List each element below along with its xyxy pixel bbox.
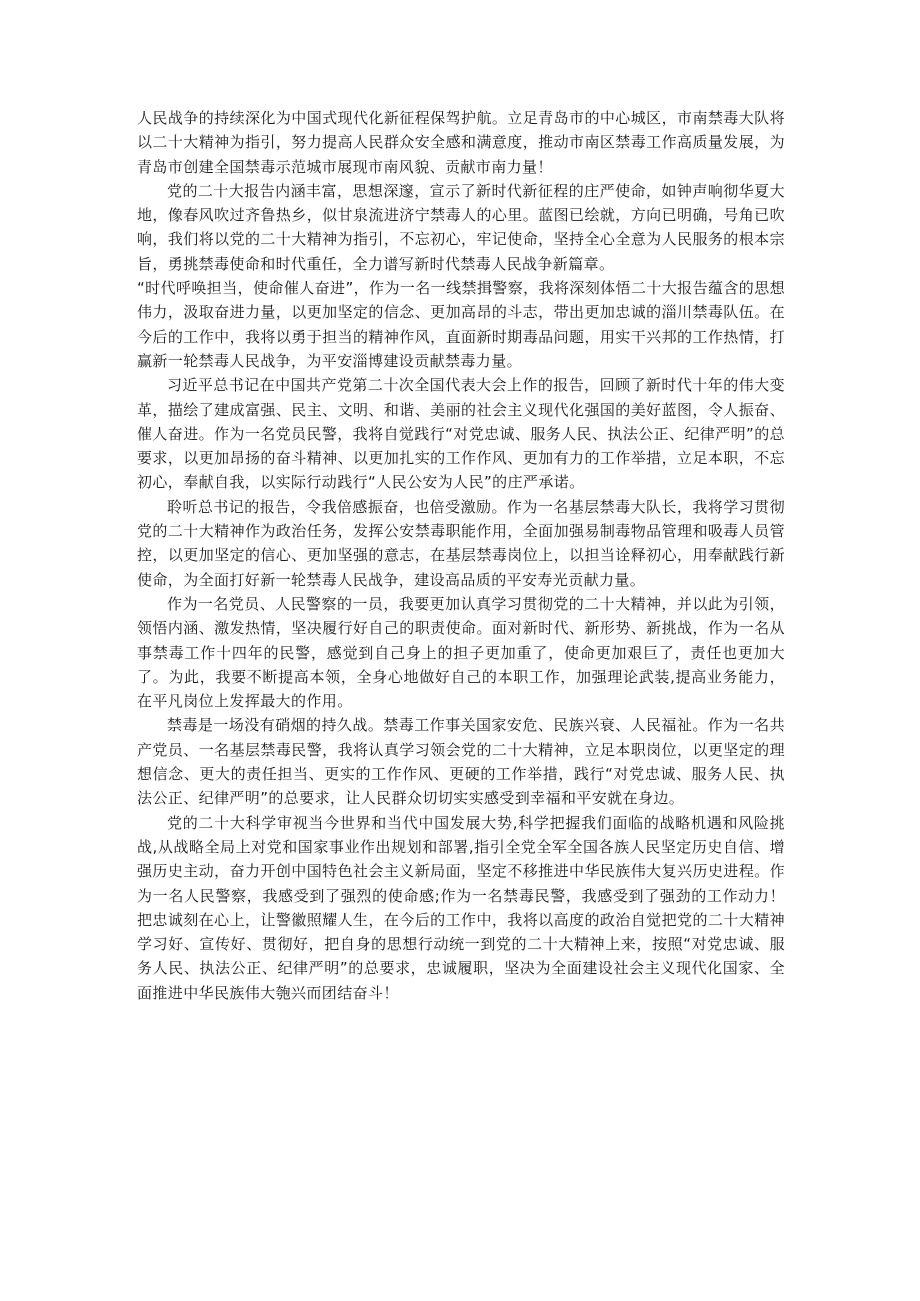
document-page [137,106,785,1005]
paragraph-3: “时代呼唤担当，使命催人奋进”，作为一名一线禁揖警察，我将深刻体悟二十大报告蕴含的思想伟力，汲取奋进力量，以更加坚定的信念、更加高昂的斗志，带出更加忠诚的淄川禁毒队伍。在今后的工作中，我将以勇于担当的精神作风，直面新时期毒品问题，用实干兴邦的工作热情，打赢新一轮禁毒人民战争，为平安淄博建设贡献禁毒力量。 [137,279,785,370]
paragraph-2: 党的二十大报告内涵丰富，思想深邃，宣示了新时代新征程的庄严使命，如钟声响彻华夏大地，像春风吹过齐鲁热乡，似甘泉流进济宁禁毒人的心里。蓝图已绘就，方向已明确，号角已吹响，我们将以党的二十大精神为指引，不忘初心，牢记使命，坚持全心全意为人民服务的根本宗旨，勇挑禁毒使命和时代重任，全力谱写新时代禁毒人民战争新篇章。 [137,181,785,273]
paragraph-6: 作为一名党员、人民警察的一员，我要更加认真学习贯彻党的二十大精神，并以此为引领，领悟内涵、激发热情，坚决履行好自己的职责使命。面对新时代、新形势、新挑战，作为一名从事禁毒工作十四年的民警，感觉到自己身上的担子更加重了，使命更加艰巨了，责任也更加大了。为此，我要不断提高本领，全身心地做好自己的本职工作，加强理论武装,提高业务能力，在平凡岗位上发挥最大的作用。 [137,594,785,711]
paragraph-5: 聆听总书记的报告，令我倍感振奋，也倍受激励。作为一名基层禁毒大队长，我将学习贯彻党的二十大精神作为政治任务，发挥公安禁毒职能作用，全面加强易制毒物品管理和吸毒人员管控，以更加坚定的信心、更加坚强的意志，在基层禁毒岗位上，以担当诠释初心，用奉献践行新使命，为全面打好新一轮禁毒人民战争，建设高品质的平安寿光贡献力量。 [137,497,785,589]
paragraph-1: 人民战争的持续深化为中国式现代化新征程保驾护航。立足青岛市的中心城区，市南禁毒大队将以二十大精神为指引，努力提高人民群众安全感和满意度，推动市南区禁毒工作高质量发展，为青岛市创建全国禁毒示范城市展现市南风貌、贡献市南力量！ [137,109,785,176]
paragraph-4: 习近平总书记在中国共产党第二十次全国代表大会上作的报告，回顾了新时代十年的伟大变革，描绘了建成富强、民主、文明、和谐、美丽的社会主义现代化强国的美好蓝图，令人振奋、催人奋进。作为一名党员民警，我将自觉践行“对党忠诚、服务人民、执法公正、纪律严明”的总要求，以更加昂扬的奋斗精神、以更加扎实的工作作风、更加有力的工作举措，立足本职，不忘初心，奉献自我，以实际行动践行“人民公安为人民”的庄严承诺。 [137,376,785,492]
paragraph-8: 党的二十大科学审视当今世界和当代中国发展大势,科学把握我们面临的战略机遇和风险挑战,从战略全局上对党和国家事业作出规划和部署,指引全党全军全国各族人民坚定历史自信、增强历史主动，奋力开创中国特色社会主义新局面，坚定不移推进中华民族伟大复兴历史进程。作为一名人民警察，我感受到了强烈的使命感;作为一名禁毒民警，我感受到了强劲的工作动力！把忠诚刻在心上，让警徽照耀人生，在今后的工作中，我将以高度的政治自觉把党的二十大精神学习好、宣传好、贯彻好，把自身的思想行动统一到党的二十大精神上来，按照“对党忠诚、服务人民、执法公正、纪律严明”的总要求，忠诚履职，坚决为全面建设社会主义现代化国家、全面推进中华民族伟大匏兴而团结奋斗！ [137,813,785,1002]
paragraph-7: 禁毒是一场没有硝烟的持久战。禁毒工作事关国家安危、民族兴衰、人民福祉。作为一名共产党员、一名基层禁毒民警，我将认真学习领会党的二十大精神，立足本职岗位，以更坚定的理想信念、更大的责任担当、更实的工作作风、更硬的工作举措，践行“对党忠诚、服务人民、执法公正、纪律严明”的总要求，让人民群众切切实实感受到幸福和平安就在身边。 [137,716,785,808]
